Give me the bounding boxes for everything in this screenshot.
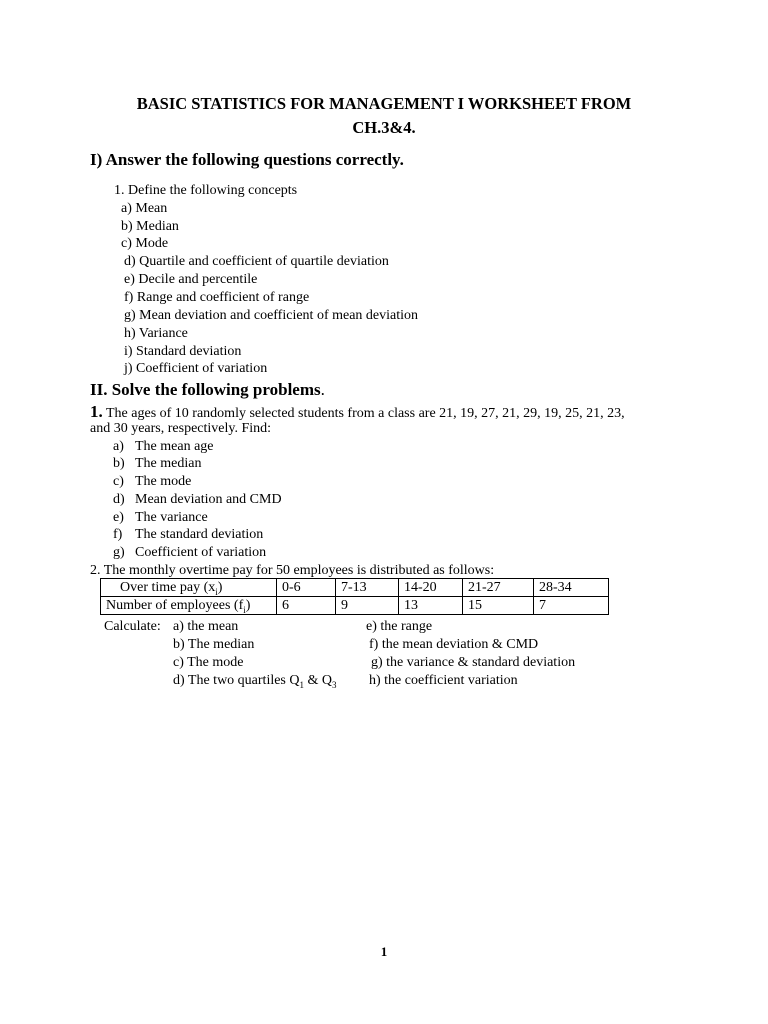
- table-cell: 9: [336, 597, 399, 615]
- section-2-heading-text: II. Solve the following problems: [90, 380, 321, 399]
- concept-item: i) Standard deviation: [124, 344, 242, 359]
- row-label-text: Over time pay (x: [120, 580, 216, 595]
- table-cell: 14-20: [399, 579, 463, 597]
- table-cell: 7: [534, 597, 609, 615]
- problem-1-text: The ages of 10 randomly selected students from a class are 21, 19, 27, 21, 29, 19, 25, 21, 23,: [102, 406, 625, 421]
- problem-1-item: [113, 545, 266, 561]
- problem-1-number: 1.: [90, 402, 103, 421]
- item-letter: d): [113, 492, 125, 507]
- table-row-label: [101, 579, 277, 597]
- row-label-subscript: i: [243, 604, 246, 615]
- table-row-label: [101, 597, 277, 615]
- table-cell: 28-34: [534, 579, 609, 597]
- item-letter: a): [113, 439, 124, 454]
- item-letter: b): [113, 456, 125, 471]
- item-letter: e): [113, 510, 124, 525]
- item-text: The mode: [135, 474, 192, 489]
- problem-1-item: [113, 474, 191, 490]
- table-cell: 21-27: [463, 579, 534, 597]
- calc-quartiles-amp: & Q: [304, 673, 332, 688]
- calc-left-item: [173, 673, 337, 689]
- q3-subscript: 3: [332, 679, 337, 690]
- page-number: 1: [380, 944, 388, 959]
- table-row: [101, 579, 609, 597]
- concept-item: e) Decile and percentile: [124, 272, 258, 287]
- section-2-heading-period: .: [320, 380, 325, 399]
- calc-left-item: a) the mean: [173, 619, 239, 634]
- item-letter: g): [113, 545, 125, 560]
- problem-1-line-1: [90, 402, 625, 422]
- item-letter: c): [113, 474, 124, 489]
- concept-item: j) Coefficient of variation: [124, 361, 268, 376]
- overtime-table: [100, 578, 609, 615]
- row-label-end: ): [217, 580, 223, 595]
- item-text: Coefficient of variation: [135, 545, 267, 560]
- concept-item: a) Mean: [121, 201, 168, 216]
- item-text: Mean deviation and CMD: [135, 492, 282, 507]
- table-cell: 6: [277, 597, 336, 615]
- problem-1-item: [113, 510, 208, 526]
- problem-1-item: [113, 527, 263, 543]
- problem-1-item: [113, 439, 214, 455]
- row-label-end: ): [245, 598, 251, 613]
- concept-item: g) Mean deviation and coefficient of mean deviation: [124, 308, 419, 323]
- problem-1-item: [113, 456, 201, 472]
- calc-right-item: e) the range: [366, 619, 433, 634]
- calc-right-item: g) the variance & standard deviation: [371, 655, 576, 670]
- row-label-subscript: i: [215, 586, 218, 597]
- concept-item: d) Quartile and coefficient of quartile deviation: [124, 254, 389, 269]
- concept-item: b) Median: [121, 219, 179, 234]
- calc-left-item: b) The median: [173, 637, 255, 652]
- item-text: The mean age: [135, 439, 214, 454]
- problem-1-line-2: and 30 years, respectively. Find:: [90, 421, 272, 436]
- calc-quartiles-text: d) The two quartiles Q: [173, 673, 300, 688]
- concept-item: h) Variance: [124, 326, 188, 341]
- concept-item: c) Mode: [121, 236, 169, 251]
- item-text: The median: [135, 456, 202, 471]
- concept-item: f) Range and coefficient of range: [124, 290, 310, 305]
- title-line-1: BASIC STATISTICS FOR MANAGEMENT I WORKSHEET FROM: [136, 94, 632, 113]
- calculate-label: Calculate:: [104, 619, 161, 634]
- item-letter: f): [113, 527, 123, 542]
- problem-1-item: [113, 492, 282, 508]
- table-cell: 13: [399, 597, 463, 615]
- table-row: [101, 597, 609, 615]
- table-cell: 15: [463, 597, 534, 615]
- table-cell: 0-6: [277, 579, 336, 597]
- problem-2-text: 2. The monthly overtime pay for 50 employees is distributed as follows:: [90, 563, 495, 578]
- table-cell: 7-13: [336, 579, 399, 597]
- title-line-2: CH.3&4.: [352, 118, 416, 137]
- calc-left-item: c) The mode: [173, 655, 244, 670]
- item-text: The variance: [135, 510, 208, 525]
- q1-subscript: 1: [299, 679, 304, 690]
- question-1-text: 1. Define the following concepts: [114, 183, 298, 198]
- section-1-heading: I) Answer the following questions correctly.: [90, 150, 404, 169]
- calc-right-item: f) the mean deviation & CMD: [369, 637, 539, 652]
- calc-right-item: h) the coefficient variation: [369, 673, 518, 688]
- row-label-text: Number of employees (f: [106, 598, 244, 613]
- section-2-heading: [90, 380, 325, 400]
- item-text: The standard deviation: [135, 527, 264, 542]
